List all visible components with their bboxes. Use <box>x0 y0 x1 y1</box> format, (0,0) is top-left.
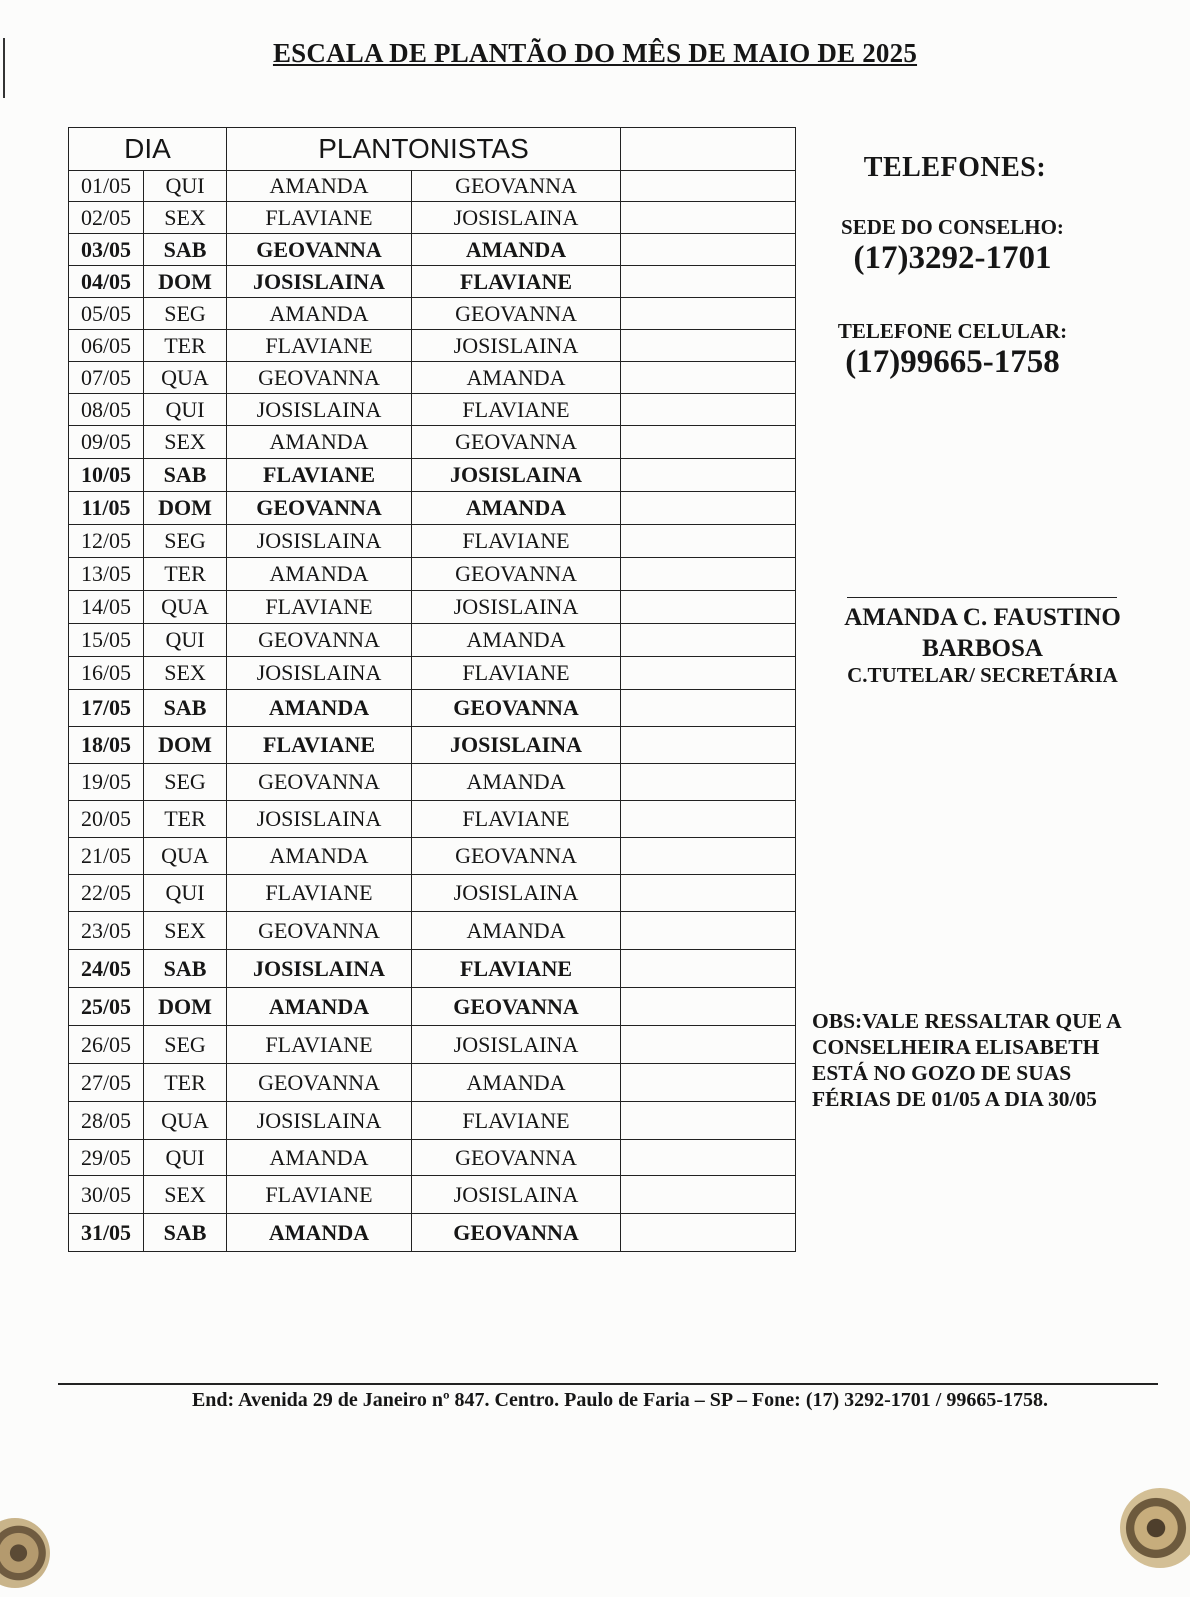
weekday-cell: DOM <box>144 492 227 525</box>
first-plantonista-cell: AMANDA <box>227 426 412 459</box>
table-row <box>69 950 796 988</box>
first-plantonista-cell: FLAVIANE <box>227 727 412 764</box>
weekday-cell: SAB <box>144 459 227 492</box>
extra-cell <box>621 690 796 727</box>
extra-cell <box>621 1176 796 1214</box>
second-plantonista-cell: AMANDA <box>412 362 621 394</box>
first-plantonista-cell: JOSISLAINA <box>227 394 412 426</box>
second-plantonista-cell: AMANDA <box>412 912 621 950</box>
second-plantonista-cell: GEOVANNA <box>412 426 621 459</box>
extra-cell <box>621 234 796 266</box>
date-cell: 28/05 <box>69 1102 144 1140</box>
extra-cell <box>621 1064 796 1102</box>
second-plantonista-cell: GEOVANNA <box>412 838 621 875</box>
second-plantonista-cell: FLAVIANE <box>412 801 621 838</box>
table-row <box>69 525 796 558</box>
first-plantonista-cell: JOSISLAINA <box>227 657 412 690</box>
extra-cell <box>621 912 796 950</box>
second-plantonista-cell: JOSISLAINA <box>412 875 621 912</box>
table-row <box>69 394 796 426</box>
sede-phone-number: (17)3292-1701 <box>853 240 1052 276</box>
extra-cell <box>621 1214 796 1252</box>
weekday-cell: SEX <box>144 426 227 459</box>
weekday-cell: TER <box>144 558 227 591</box>
first-plantonista-cell: FLAVIANE <box>227 202 412 234</box>
first-plantonista-cell: AMANDA <box>227 558 412 591</box>
weekday-cell: SEX <box>144 1176 227 1214</box>
second-plantonista-cell: JOSISLAINA <box>412 330 621 362</box>
extra-cell <box>621 764 796 801</box>
date-cell: 01/05 <box>69 171 144 202</box>
second-plantonista-cell: GEOVANNA <box>412 171 621 202</box>
extra-cell <box>621 657 796 690</box>
date-cell: 05/05 <box>69 298 144 330</box>
weekday-cell: QUI <box>144 394 227 426</box>
date-cell: 29/05 <box>69 1140 144 1176</box>
date-cell: 12/05 <box>69 525 144 558</box>
extra-cell <box>621 950 796 988</box>
table-row <box>69 202 796 234</box>
extra-cell <box>621 492 796 525</box>
observation-note: OBS:VALE RESSALTAR QUE A CONSELHEIRA ELISABETH ESTÁ NO GOZO DE SUAS FÉRIAS DE 01/05 A DIA 30/05 <box>812 1009 1122 1111</box>
extra-cell <box>621 1140 796 1176</box>
first-plantonista-cell: AMANDA <box>227 1140 412 1176</box>
date-cell: 10/05 <box>69 459 144 492</box>
date-cell: 07/05 <box>69 362 144 394</box>
table-row <box>69 657 796 690</box>
extra-cell <box>621 525 796 558</box>
second-plantonista-cell: GEOVANNA <box>412 690 621 727</box>
first-plantonista-cell: FLAVIANE <box>227 591 412 624</box>
weekday-cell: SEX <box>144 912 227 950</box>
second-plantonista-cell: AMANDA <box>412 234 621 266</box>
date-cell: 26/05 <box>69 1026 144 1064</box>
first-plantonista-cell: FLAVIANE <box>227 1026 412 1064</box>
table-row <box>69 558 796 591</box>
extra-cell <box>621 1026 796 1064</box>
weekday-cell: QUI <box>144 624 227 657</box>
extra-cell <box>621 202 796 234</box>
extra-cell <box>621 727 796 764</box>
first-plantonista-cell: FLAVIANE <box>227 875 412 912</box>
weekday-cell: SAB <box>144 690 227 727</box>
second-plantonista-cell: GEOVANNA <box>412 298 621 330</box>
weekday-cell: SAB <box>144 234 227 266</box>
date-cell: 08/05 <box>69 394 144 426</box>
table-row <box>69 1140 796 1176</box>
table-row <box>69 459 796 492</box>
weekday-cell: QUI <box>144 875 227 912</box>
date-cell: 09/05 <box>69 426 144 459</box>
weekday-cell: SAB <box>144 1214 227 1252</box>
date-cell: 04/05 <box>69 266 144 298</box>
table-row <box>69 266 796 298</box>
date-cell: 15/05 <box>69 624 144 657</box>
date-cell: 11/05 <box>69 492 144 525</box>
table-row <box>69 171 796 202</box>
extra-cell <box>621 875 796 912</box>
sede-label: SEDE DO CONSELHO: <box>841 215 1064 239</box>
table-row <box>69 330 796 362</box>
weekday-cell: SEX <box>144 657 227 690</box>
signature-name: AMANDA C. FAUSTINO BARBOSA <box>844 604 1121 662</box>
table-row <box>69 1026 796 1064</box>
table-row <box>69 492 796 525</box>
second-plantonista-cell: GEOVANNA <box>412 988 621 1026</box>
weekday-cell: SEG <box>144 298 227 330</box>
date-cell: 19/05 <box>69 764 144 801</box>
first-plantonista-cell: JOSISLAINA <box>227 266 412 298</box>
date-cell: 03/05 <box>69 234 144 266</box>
table-row <box>69 426 796 459</box>
extra-cell <box>621 330 796 362</box>
date-cell: 13/05 <box>69 558 144 591</box>
signature-line <box>847 597 1117 598</box>
second-plantonista-cell: AMANDA <box>412 624 621 657</box>
table-row <box>69 838 796 875</box>
header-plantonistas: PLANTONISTAS <box>227 128 621 171</box>
date-cell: 06/05 <box>69 330 144 362</box>
document-title: ESCALA DE PLANTÃO DO MÊS DE MAIO DE 2025 <box>272 38 918 68</box>
second-plantonista-cell: JOSISLAINA <box>412 1176 621 1214</box>
first-plantonista-cell: JOSISLAINA <box>227 525 412 558</box>
first-plantonista-cell: GEOVANNA <box>227 362 412 394</box>
table-row <box>69 591 796 624</box>
first-plantonista-cell: GEOVANNA <box>227 1064 412 1102</box>
first-plantonista-cell: FLAVIANE <box>227 330 412 362</box>
weekday-cell: QUI <box>144 171 227 202</box>
second-plantonista-cell: GEOVANNA <box>412 558 621 591</box>
second-plantonista-cell: FLAVIANE <box>412 266 621 298</box>
weekday-cell: QUA <box>144 1102 227 1140</box>
extra-cell <box>621 591 796 624</box>
date-cell: 27/05 <box>69 1064 144 1102</box>
telefones-title: TELEFONES: <box>863 152 1047 183</box>
first-plantonista-cell: FLAVIANE <box>227 459 412 492</box>
table-row <box>69 764 796 801</box>
table-row <box>69 362 796 394</box>
binder-hole-left <box>0 1518 50 1588</box>
weekday-cell: SEG <box>144 1026 227 1064</box>
weekday-cell: QUA <box>144 591 227 624</box>
second-plantonista-cell: FLAVIANE <box>412 525 621 558</box>
weekday-cell: TER <box>144 1064 227 1102</box>
date-cell: 14/05 <box>69 591 144 624</box>
first-plantonista-cell: GEOVANNA <box>227 912 412 950</box>
celular-phone-number: (17)99665-1758 <box>845 344 1060 380</box>
date-cell: 17/05 <box>69 690 144 727</box>
date-cell: 25/05 <box>69 988 144 1026</box>
extra-cell <box>621 1102 796 1140</box>
extra-cell <box>621 459 796 492</box>
extra-cell <box>621 266 796 298</box>
first-plantonista-cell: AMANDA <box>227 298 412 330</box>
first-plantonista-cell: AMANDA <box>227 690 412 727</box>
extra-cell <box>621 838 796 875</box>
first-plantonista-cell: JOSISLAINA <box>227 801 412 838</box>
weekday-cell: TER <box>144 801 227 838</box>
second-plantonista-cell: FLAVIANE <box>412 1102 621 1140</box>
second-plantonista-cell: GEOVANNA <box>412 1140 621 1176</box>
extra-cell <box>621 426 796 459</box>
date-cell: 31/05 <box>69 1214 144 1252</box>
table-row <box>69 298 796 330</box>
extra-cell <box>621 171 796 202</box>
weekday-cell: SAB <box>144 950 227 988</box>
second-plantonista-cell: JOSISLAINA <box>412 202 621 234</box>
extra-cell <box>621 988 796 1026</box>
date-cell: 16/05 <box>69 657 144 690</box>
second-plantonista-cell: JOSISLAINA <box>412 727 621 764</box>
weekday-cell: QUA <box>144 362 227 394</box>
weekday-cell: QUA <box>144 838 227 875</box>
second-plantonista-cell: FLAVIANE <box>412 394 621 426</box>
table-row <box>69 912 796 950</box>
date-cell: 18/05 <box>69 727 144 764</box>
table-row <box>69 875 796 912</box>
extra-cell <box>621 624 796 657</box>
first-plantonista-cell: AMANDA <box>227 838 412 875</box>
first-plantonista-cell: GEOVANNA <box>227 492 412 525</box>
table-row <box>69 690 796 727</box>
second-plantonista-cell: AMANDA <box>412 1064 621 1102</box>
date-cell: 02/05 <box>69 202 144 234</box>
first-plantonista-cell: GEOVANNA <box>227 764 412 801</box>
weekday-cell: QUI <box>144 1140 227 1176</box>
weekday-cell: DOM <box>144 266 227 298</box>
extra-cell <box>621 394 796 426</box>
first-plantonista-cell: AMANDA <box>227 1214 412 1252</box>
second-plantonista-cell: JOSISLAINA <box>412 459 621 492</box>
extra-cell <box>621 558 796 591</box>
binder-hole-right <box>1120 1488 1190 1568</box>
date-cell: 30/05 <box>69 1176 144 1214</box>
table-row <box>69 234 796 266</box>
schedule-table <box>68 127 796 1252</box>
table-row <box>69 1102 796 1140</box>
extra-cell <box>621 298 796 330</box>
weekday-cell: TER <box>144 330 227 362</box>
second-plantonista-cell: GEOVANNA <box>412 1214 621 1252</box>
header-dia: DIA <box>69 128 227 171</box>
table-header-row <box>69 128 796 171</box>
celular-label: TELEFONE CELULAR: <box>837 319 1068 343</box>
schedule-body <box>69 171 796 1252</box>
first-plantonista-cell: GEOVANNA <box>227 624 412 657</box>
second-plantonista-cell: JOSISLAINA <box>412 591 621 624</box>
first-plantonista-cell: JOSISLAINA <box>227 950 412 988</box>
footer-divider <box>58 1383 1158 1385</box>
table-row <box>69 1214 796 1252</box>
extra-cell <box>621 362 796 394</box>
table-row <box>69 727 796 764</box>
second-plantonista-cell: FLAVIANE <box>412 950 621 988</box>
first-plantonista-cell: JOSISLAINA <box>227 1102 412 1140</box>
weekday-cell: DOM <box>144 988 227 1026</box>
date-cell: 23/05 <box>69 912 144 950</box>
footer-address: End: Avenida 29 de Janeiro nº 847. Centro. Paulo de Faria – SP – Fone: (17) 3292-1701 / 99665-1758. <box>191 1389 1049 1411</box>
first-plantonista-cell: AMANDA <box>227 171 412 202</box>
table-row <box>69 988 796 1026</box>
first-plantonista-cell: FLAVIANE <box>227 1176 412 1214</box>
extra-cell <box>621 801 796 838</box>
table-row <box>69 624 796 657</box>
date-cell: 24/05 <box>69 950 144 988</box>
date-cell: 20/05 <box>69 801 144 838</box>
second-plantonista-cell: AMANDA <box>412 492 621 525</box>
header-extra <box>621 128 796 171</box>
table-row <box>69 801 796 838</box>
first-plantonista-cell: AMANDA <box>227 988 412 1026</box>
second-plantonista-cell: AMANDA <box>412 764 621 801</box>
weekday-cell: SEX <box>144 202 227 234</box>
signature-role: C.TUTELAR/ SECRETÁRIA <box>847 663 1118 687</box>
table-row <box>69 1064 796 1102</box>
first-plantonista-cell: GEOVANNA <box>227 234 412 266</box>
second-plantonista-cell: JOSISLAINA <box>412 1026 621 1064</box>
weekday-cell: DOM <box>144 727 227 764</box>
second-plantonista-cell: FLAVIANE <box>412 657 621 690</box>
date-cell: 22/05 <box>69 875 144 912</box>
table-row <box>69 1176 796 1214</box>
weekday-cell: SEG <box>144 525 227 558</box>
date-cell: 21/05 <box>69 838 144 875</box>
weekday-cell: SEG <box>144 764 227 801</box>
